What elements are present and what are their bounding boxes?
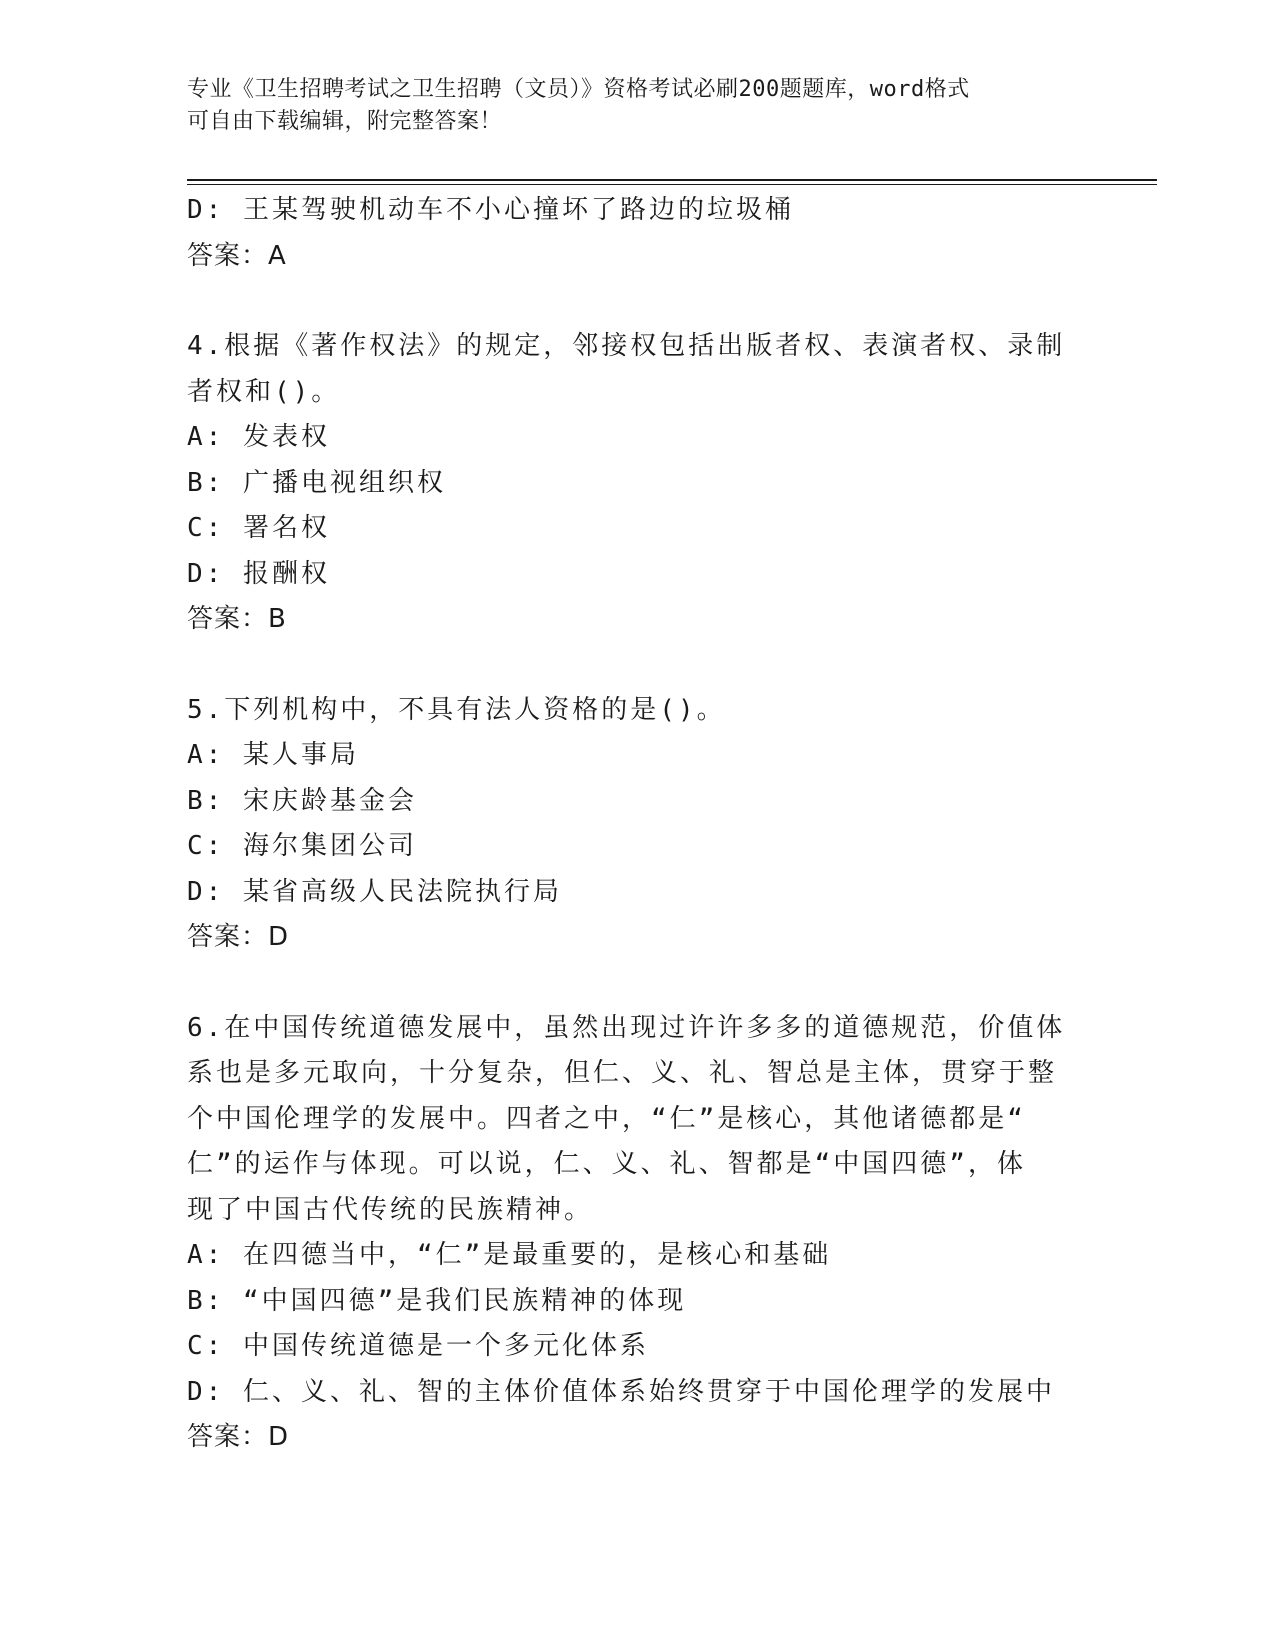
question-stem-line: 系也是多元取向，十分复杂，但仁、义、礼、智总是主体，贯穿于整 (187, 1058, 1058, 1088)
question-stem-line: 仁”的运作与体现。可以说，仁、义、礼、智都是“中国四德”，体 (187, 1149, 1026, 1179)
question-spacer (187, 643, 1067, 688)
option-d: D: 王某驾驶机动车不小心撞坏了路边的垃圾桶 (187, 195, 794, 225)
header-title-line-2: 可自由下载编辑，附完整答案！ (187, 109, 503, 134)
option-d: D: 报酬权 (187, 558, 330, 589)
option-a: A: 某人事局 (187, 740, 359, 770)
option-c: C: 海尔集团公司 (187, 831, 417, 861)
option-b: B: 广播电视组织权 (187, 467, 446, 498)
answer-label: 答案：D (187, 1422, 290, 1452)
question-4 (187, 324, 1067, 643)
option-c: C: 署名权 (187, 513, 330, 543)
question-spacer (187, 279, 1067, 324)
option-a: A: 发表权 (187, 422, 330, 452)
page-header (187, 74, 1067, 138)
answer-label: 答案：D (187, 922, 290, 952)
answer-label: 答案：B (187, 604, 287, 634)
question-3 (187, 188, 1067, 279)
option-d: D: 某省高级人民法院执行局 (187, 876, 562, 907)
option-b: B: 宋庆龄基金会 (187, 785, 417, 816)
header-title-line-1: 专业《卫生招聘考试之卫生招聘（文员）》资格考试必刷200题题库，word格式 (187, 77, 970, 102)
question-spacer (187, 961, 1067, 1006)
option-c: C: 中国传统道德是一个多元化体系 (187, 1331, 649, 1361)
option-a: A: 在四德当中，“仁”是最重要的，是核心和基础 (187, 1240, 832, 1270)
option-b: B: “中国四德”是我们民族精神的体现 (187, 1285, 687, 1316)
question-5 (187, 688, 1067, 961)
question-stem-line: 5.下列机构中，不具有法人资格的是()。 (187, 694, 726, 725)
question-list (187, 188, 1067, 1461)
question-stem-line: 4.根据《著作权法》的规定，邻接权包括出版者权、表演者权、录制 (187, 331, 1066, 361)
question-stem-line: 者权和()。 (187, 376, 341, 407)
option-d: D: 仁、义、礼、智的主体价值体系始终贯穿于中国伦理学的发展中 (187, 1376, 1055, 1407)
header-rule-thick (187, 179, 1157, 181)
question-stem-line: 个中国伦理学的发展中。四者之中，“仁”是核心，其他诸德都是“ (187, 1103, 1026, 1134)
question-stem-line: 现了中国古代传统的民族精神。 (187, 1194, 594, 1225)
question-stem-line: 6.在中国传统道德发展中，虽然出现过许许多多的道德规范，价值体 (187, 1012, 1066, 1043)
question-6 (187, 1006, 1067, 1461)
answer-label: 答案：A (187, 240, 287, 271)
header-rule-thin (187, 184, 1157, 185)
